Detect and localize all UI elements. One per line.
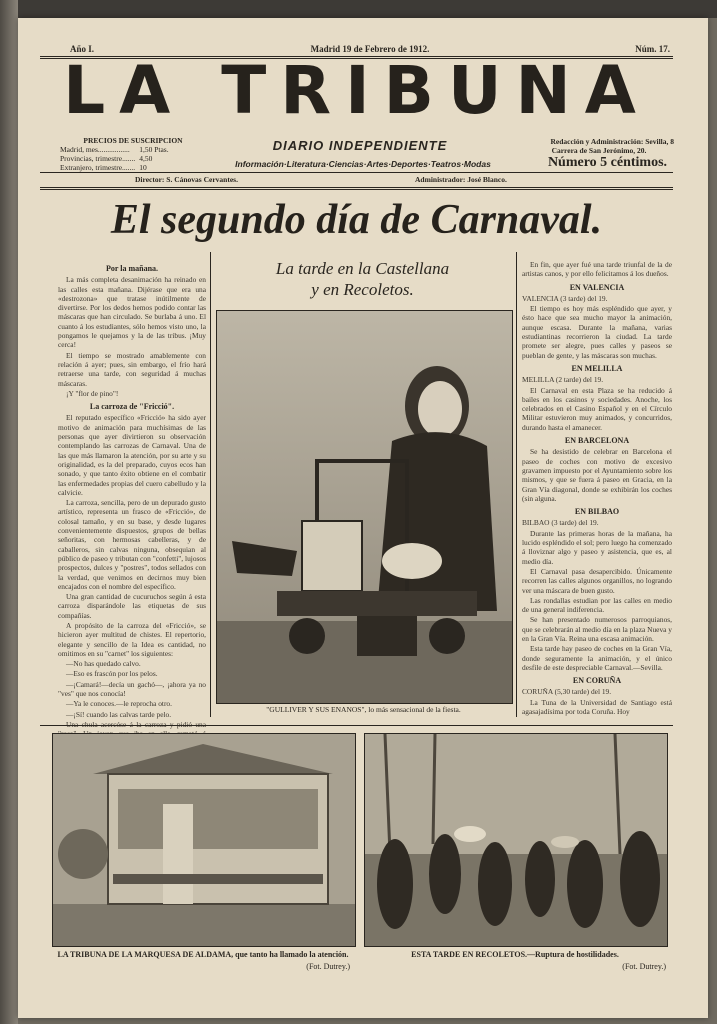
price-amount: 10 (139, 163, 147, 172)
year-label: Año I. (70, 44, 95, 54)
main-headline: El segundo día de Carnaval. (110, 197, 603, 243)
article-paragraph: Una chula acercóse á la carroza y pidió una (66, 719, 206, 729)
issue-number: Núm. 17. (635, 44, 670, 54)
photo-title-line-1: La tarde en la Castellana (275, 259, 450, 278)
section-heading: EN BILBAO (574, 507, 620, 517)
article-paragraph: Durante las primeras horas de la mañana, ha lucido espléndido el sol; pero luego ha comenzado á lloviznar algo y paseo y asistencia, que es, al medio día. (522, 528, 672, 566)
header-bottom-rule (40, 187, 673, 190)
price-row (58, 163, 171, 172)
gulliver-photo (216, 310, 513, 704)
article-paragraph: El reputado específico «Fricció» ha sido ayer motivo de animación para muchísimas de las personas que ayer divirtieron su observación contemplando las carrozas de Carnaval. Una de las que más llamaron la atención, por su arte y su originalidad, es la del preparado, cuyos ecos han sonado, y que tanto éxito obtiene en el combatir las enfermedades propias del cuero cabelludo y la calvicie. (58, 413, 206, 497)
recoletos-photo (364, 733, 668, 947)
price-row (58, 154, 171, 163)
masthead-title: LA TRIBUNA (63, 52, 650, 129)
issue-price: Número 5 céntimos. (547, 155, 668, 170)
photo-title-line-2: y en Recoletos. (311, 280, 414, 299)
dispatch-dateline: VALENCIA (3 tarde) del 19. (522, 293, 608, 303)
article-paragraph: En fin, que ayer fué una tarde triunfal de la de artistas canos, y por ello felicitamos á los dueños. (522, 260, 672, 279)
article-paragraph: Se ha desistido de celebrar en Barcelona el paseo de coches con motivo de excesivo gravamen impuesto por el Ayuntamiento sobre los mismos, y que se fuera á paseo en Gracia, en la Gran Vía diagonal, donde se exhibirán los coches (sin alguna. (522, 447, 672, 503)
section-heading: EN BARCELONA (564, 436, 630, 446)
left-photo-caption: LA TRIBUNA DE LA MARQUESA DE ALDAMA, que tanto ha llamado la atención. (57, 950, 349, 959)
article-paragraph: El Carnaval en esta Plaza se ha reducido á bailes en los casinos y sociedades. Anoche, los celebrados en el Casino Español y en el Círculo Militar estuvieron muy animados, y concurridos, durando hasta el amanecer. (522, 385, 672, 432)
article-paragraph: Esta tarde hay paseo de coches en la Gran Vía, donde seguramente la animación, y el único desfile de este despreciable Carnaval.—Sevilla. (522, 644, 672, 672)
left-photo-credit: (Fot. Dutrey.) (306, 962, 350, 971)
price-place: Madrid, mes................. (60, 145, 130, 154)
dispatch-dateline: MELILLA (2 tarde) del 19. (522, 375, 604, 385)
subscription-box (58, 136, 208, 172)
price-place: Extranjero, trimestre....... (60, 163, 136, 172)
article-paragraph: El Carnaval pasa desapercibido. Únicamente recorren las calles algunos organillos, no logrando ver una máscara de buen gusto. (522, 566, 672, 595)
article-paragraph: La carroza, sencilla, pero de un depurado gusto artístico, representa un frasco de «Fricció», de colosal tamaño, y en su base, y desde lugares convenientemente dispuestos, grupos de bellas señoritas, con hermosas cabelleras, y de caballeros, sin calvas ninguna, obsequian al público de paseo y tributan con "confetti", lujosos prospectos, dulces y "postres", todos sellados con la verdad, que venimos en decirnos muy bien encajados con el nombre del específico. (58, 498, 206, 591)
newspaper-tagline: Información·Literatura·Ciencias·Artes·Deportes·Teatros·Modas (235, 159, 491, 169)
right-photo-caption: ESTA TARDE EN RECOLETOS.—Ruptura de hostilidades. (411, 950, 619, 959)
tribuna-photo-illustration (53, 734, 355, 946)
redaccion-street: Carrera de San Jerónimo, 20. (551, 146, 647, 155)
director-label: Director: S. Cánovas Cervantes. (135, 175, 238, 184)
article-paragraph: La más completa desanimación ha reinado en las calles esta mañana. Dijérase que era una «destrozona» que tratase inútilmente de divertirse. Por los dedos hemos podido contar las máscaras que han circulado. Se burlaba á uno. El cuanto á los estudiantes, sólo hemos visto uno, la pongamos le quejamos y la de las tribus. ¡Muy cerca! (58, 275, 206, 350)
recoletos-photo-illustration (365, 734, 667, 946)
article-paragraph: Se han presentado numerosos parroquianos, que se celebrarán al medio día en la plaza Nueva y en la Gran Vía. Reina una escasa animación. (522, 615, 672, 643)
article-paragraph: ¡Y "flor de pino"! (66, 388, 119, 398)
article-paragraph: La Tuna de la Universidad de Santiago está agasajadísima por toda Coruña. Hoy (522, 697, 672, 717)
newspaper-subtitle: DIARIO INDEPENDIENTE (272, 138, 448, 153)
article-paragraph: El tiempo es hoy más espléndido que ayer, y ésto hace que sea mucho mayor la animación, aunque escasa. Durante la mañana, varias estudiantinas recorrieron la ciudad. La tarde promete ser alegre, pues calles y paseos se pueblan de gente, y las máscaras son muchas. (522, 304, 672, 360)
article-paragraph: —Ya le conoces.—le reprocha otro. (66, 699, 172, 709)
article-paragraph: —¡Camará!—decía un gachó—, ¡ahora ya no "ves" que nos conocía! (58, 679, 206, 699)
date-label: Madrid 19 de Febrero de 1912. (310, 44, 430, 54)
redaccion-address: Redacción y Administración: Sevilla, 8 (550, 137, 674, 146)
article-paragraph: —¡Sí! cuando las calvas tarde pelo. (66, 709, 172, 719)
section-heading: EN VALENCIA (569, 282, 625, 292)
admin-label: Administrador: José Blanco. (415, 175, 507, 184)
book-binding (0, 0, 18, 1024)
gulliver-photo-illustration (217, 311, 512, 703)
photo-section-title (215, 258, 510, 300)
right-photo-credit: (Fot. Dutrey.) (622, 962, 666, 971)
column-divider-right (516, 252, 517, 717)
prices-table (58, 145, 171, 172)
price-amount: 1,50 Ptas. (139, 145, 169, 154)
article-paragraph: —Eso es frascón por los pelos. (66, 669, 158, 679)
article-paragraph: A propósito de la carroza del «Fricció», se hicieron ayer multitud de chistes. El repertorio, elegante y sencillo de la Idea es cantidad, no omitimos en su "carnet" los siguientes: (58, 620, 206, 658)
left-article-column (58, 260, 206, 729)
section-heading: La carroza de "Fricció". (89, 402, 175, 412)
bottom-section-rule (40, 725, 673, 726)
right-article-column (522, 260, 672, 720)
tribuna-aldama-photo (52, 733, 356, 947)
price-row (58, 145, 171, 154)
article-paragraph: Una gran cantidad de cucuruchos según á esta carroza disparándole las etiquetas de sus compañías. (58, 592, 206, 620)
header-mid-rule (40, 172, 673, 173)
section-heading: EN CORUÑA (572, 676, 622, 686)
prices-title: PRECIOS DE SUSCRIPCION (83, 136, 183, 145)
article-paragraph: —No has quedado calvo. (66, 659, 141, 669)
section-heading: EN MELILLA (571, 363, 623, 373)
price-place: Provincias, trimestre....... (60, 154, 136, 163)
dispatch-dateline: CORUÑA (5,30 tarde) del 19. (522, 687, 612, 697)
article-paragraph: El tiempo se mostrado amablemente con relación á ayer; pues, sin embargo, el frío hará retraerse una tarde, con seguridad á muchas máscaras. (58, 350, 206, 388)
main-photo-caption: "GULLIVER Y SUS ENANOS", lo más sensacional de la fiesta. (266, 705, 461, 714)
article-paragraph: Las rondallas estudian por las calles en medio de una general indiferencia. (522, 595, 672, 615)
scanner-top-edge (0, 0, 717, 18)
section-heading: Por la mañana. (105, 264, 159, 273)
price-amount: 4,50 (139, 154, 153, 163)
column-divider-left (210, 252, 211, 717)
dispatch-dateline: BILBAO (3 tarde) del 19. (522, 518, 599, 528)
